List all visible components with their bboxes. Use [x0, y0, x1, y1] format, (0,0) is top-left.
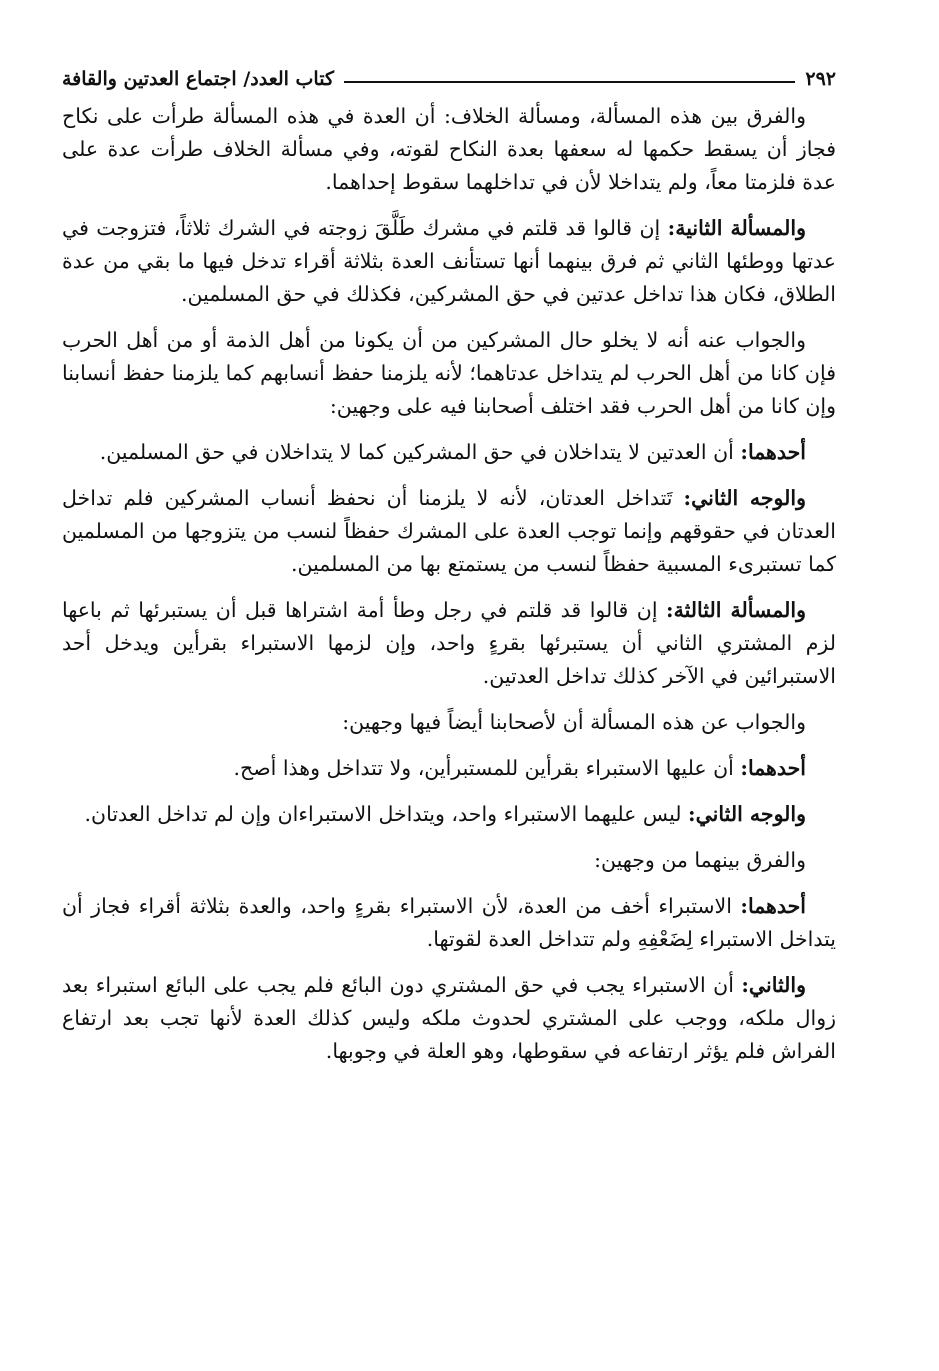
- running-header: [62, 60, 836, 98]
- paragraph-5: [62, 482, 836, 581]
- paragraph-11: [62, 890, 836, 956]
- paragraph-lead: والوجه الثاني:: [688, 802, 806, 826]
- paragraph-2: [62, 212, 836, 311]
- paragraph-text: والجواب عن هذه المسألة أن لأصحابنا أيضاً فيها وجهين:: [342, 710, 806, 734]
- paragraph-3: [62, 324, 836, 423]
- paragraph-4: [62, 436, 836, 469]
- header-rule: [344, 81, 795, 83]
- paragraph-6: [62, 594, 836, 693]
- paragraph-lead: والوجه الثاني:: [683, 486, 806, 510]
- paragraph-text: إن قالوا قد قلتم في مشرك طَلَّقَ زوجته في الشرك ثلاثاً، فتزوجت في عدتها ووطئها الثاني ثم فرق بينهما أنها تستأنف العدة بثلاثة أقراء تدخل فيها ما بقي من عدة الطلاق، فكان هذا تداخل عدتين في حق المشركين، فكذلك في حق المسلمين.: [62, 216, 836, 306]
- paragraph-text: تَتداخل العدتان، لأنه لا يلزمنا أن نحفظ أنساب المشركين فلم تداخل العدتان في حقوقهم وإنما توجب العدة على المشرك حفظاً لنسب من يتزوجها من المسلمين كما تستبرىء المسبية حفظاً لنسب من يستمتع بها من المسلمين.: [62, 486, 836, 576]
- paragraph-1: [62, 100, 836, 199]
- paragraph-lead: أحدهما:: [740, 440, 806, 464]
- paragraph-text: والفرق بينهما من وجهين:: [594, 848, 806, 872]
- paragraph-text: إن قالوا قد قلتم في رجل وطأ أمة اشتراها قبل أن يستبرئها ثم باعها لزم المشتري الثاني أن يستبرئها بقرءٍ واحد، وإن لزمها الاستبراء بقرأين ويدخل أحد الاستبرائين في الآخر كذلك تداخل العدتين.: [62, 598, 836, 688]
- paragraph-lead: أحدهما:: [740, 894, 806, 918]
- paragraph-9: [62, 798, 836, 831]
- paragraph-text: والفرق بين هذه المسألة، ومسألة الخلاف: أن العدة في هذه المسألة طرأت على نكاح فجاز أن يسقط حكمها له سعفها بعدة النكاح لقوته، وفي مسألة الخلاف طرأت عدة على عدة فلزمتا معاً، ولم يتداخلا لأن في تداخلهما سقوط إحداهما.: [62, 104, 836, 194]
- paragraph-7: [62, 706, 836, 739]
- paragraph-text: والجواب عنه أنه لا يخلو حال المشركين من أن يكونا من أهل الذمة أو من أهل الحرب فإن كانا من أهل الحرب لم يتداخل عدتاهما؛ لأنه يلزمنا حفظ أنسابهم كما يلزمنا حفظ أنسابنا وإن كانا من أهل الحرب فقد اختلف أصحابنا فيه على وجهين:: [62, 328, 836, 418]
- paragraph-text: أن العدتين لا يتداخلان في حق المشركين كما لا يتداخلان في حق المسلمين.: [99, 440, 734, 464]
- paragraph-text: ليس عليهما الاستبراء واحد، ويتداخل الاستبراءان وإن لم تداخل العدتان.: [84, 802, 682, 826]
- paragraph-8: [62, 752, 836, 785]
- paragraph-10: [62, 844, 836, 877]
- paragraph-text: الاستبراء أخف من العدة، لأن الاستبراء بقرءٍ واحد، والعدة بثلاثة أقراء فجاز أن يتداخل الاستبراء لِضَعْفِهِ ولم تتداخل العدة لقوتها.: [62, 894, 836, 951]
- paragraph-lead: أحدهما:: [740, 756, 806, 780]
- paragraph-text: أن الاستبراء يجب في حق المشتري دون البائع فلم يجب على البائع استبراء بعد زوال ملكه، ووجب على المشتري لحدوث ملكه وليس كذلك العدة لأنها تجب بعد ارتفاع الفراش فلم يؤثر ارتفاعه في سقوطها، وهو العلة في وجوبها.: [62, 973, 836, 1063]
- paragraph-12: [62, 969, 836, 1068]
- page-number: ٢٩٢: [805, 68, 836, 90]
- book-page: [62, 60, 836, 1081]
- page-body: [62, 100, 836, 1068]
- paragraph-lead: والمسألة الثانية:: [667, 216, 806, 240]
- paragraph-text: أن عليها الاستبراء بقرأين للمستبرأين، ولا تتداخل وهذا أصح.: [233, 756, 734, 780]
- paragraph-lead: والثاني:: [741, 973, 806, 997]
- paragraph-lead: والمسألة الثالثة:: [666, 598, 806, 622]
- running-title: كتاب العدد/ اجتماع العدتين والقافة: [62, 68, 334, 90]
